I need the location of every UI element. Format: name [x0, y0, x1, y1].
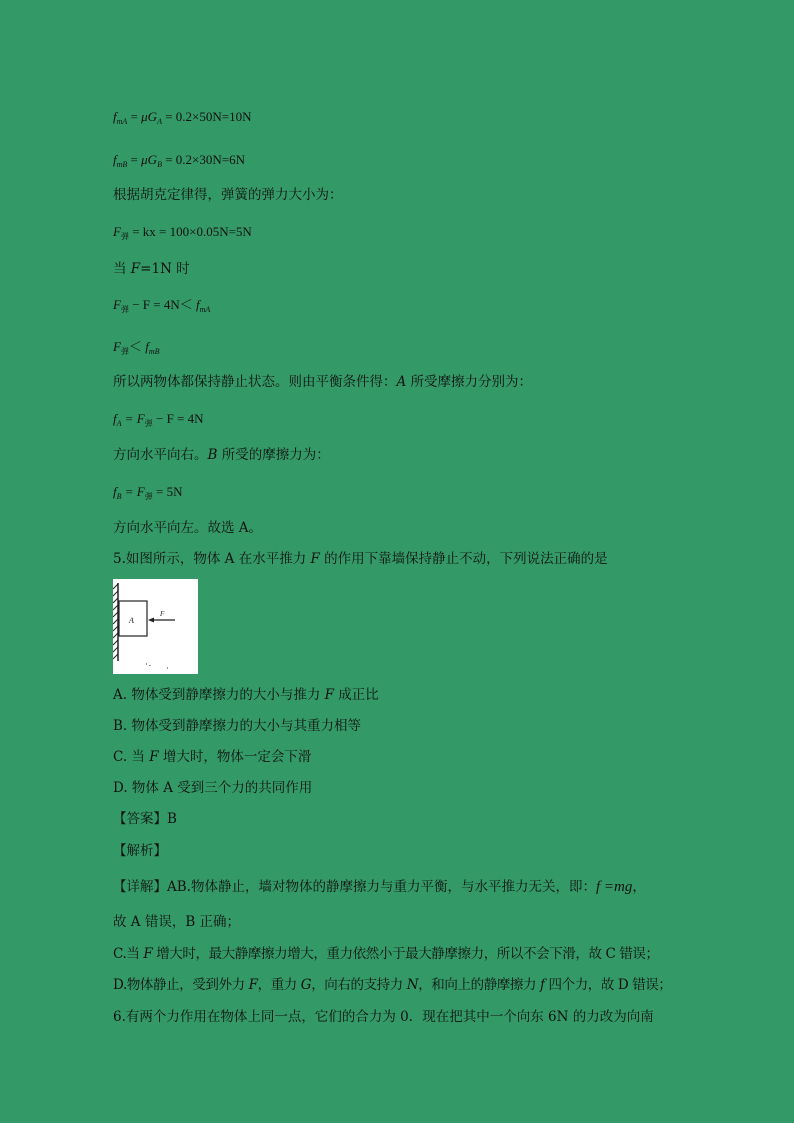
- answer-label: 【答案】B: [113, 811, 177, 827]
- option-d: D. 物体 A 受到三个力的共同作用: [113, 780, 313, 796]
- question-5-stem: 5.如图所示，物体 A 在水平推力 F 的作用下靠墙保持静止不动，下列说法正确的是: [113, 551, 608, 567]
- figure-specks: [146, 663, 168, 669]
- equation-compare-b: $F_弹< f_{mB}$: [113, 339, 160, 356]
- text-when-f: 当 F=1N 时: [113, 261, 190, 277]
- equation-friction-b: $f_B = F_弹 = 5N$: [113, 484, 183, 501]
- detail-ab-conclusion: 故 A 错误，B 正确；: [113, 914, 241, 930]
- equation-compare-a: $F_弹 - F = 4N< f_{mA}$: [113, 297, 211, 314]
- option-b: B. 物体受到静摩擦力的大小与其重力相等: [113, 718, 362, 734]
- wall-block-figure: [113, 579, 198, 674]
- equation-friction-max-b: $f_{mB} = \mu G_B = 0.2\times 30N=6N$: [113, 152, 245, 169]
- wall-block-diagram: [113, 579, 198, 674]
- detail-c: C.当 F 增大时，最大静摩擦力增大，重力依然小于最大静摩擦力，所以不会下滑，故 C 错误；: [113, 946, 659, 962]
- force-label: F: [160, 610, 165, 618]
- option-a: A. 物体受到静摩擦力的大小与推力 F 成正比: [113, 687, 379, 703]
- block-a-label: A: [129, 616, 134, 625]
- text-equilibrium: 所以两物体都保持静止状态。则由平衡条件得：A 所受摩擦力分别为：: [113, 374, 533, 390]
- analysis-label: 【解析】: [113, 843, 167, 859]
- option-c: C. 当 F 增大时，物体一定会下滑: [113, 749, 312, 765]
- detail-ab: 【详解】AB.物体静止，墙对物体的静摩擦力与重力平衡，与水平推力无关，即：f =mg，: [113, 879, 646, 895]
- equation-friction-a: $f_A = F_弹 - F = 4N$: [113, 411, 204, 428]
- detail-d: D.物体静止，受到外力 F，重力 G，向右的支持力 N，和向上的静摩擦力 f 四个力，故 D 错误；: [113, 977, 672, 993]
- text-direction-left: 方向水平向左。故选 A。: [113, 520, 263, 536]
- equation-friction-max-a: $f_{mA} = \mu G_A = 0.2\times 50N=10N$: [113, 109, 252, 126]
- force-arrow-head: [148, 618, 154, 623]
- question-6-stem: 6.有两个力作用在物体上同一点，它们的合力为 0．现在把其中一个向东 6N 的力改为向南: [113, 1009, 654, 1025]
- text-hooke-law: 根据胡克定律得，弹簧的弹力大小为：: [113, 187, 343, 203]
- text-direction-right: 方向水平向右。B 所受的摩擦力为：: [113, 447, 330, 463]
- equation-spring-force: $F_弹$ = kx = 100×0.05N=5N: [113, 224, 252, 241]
